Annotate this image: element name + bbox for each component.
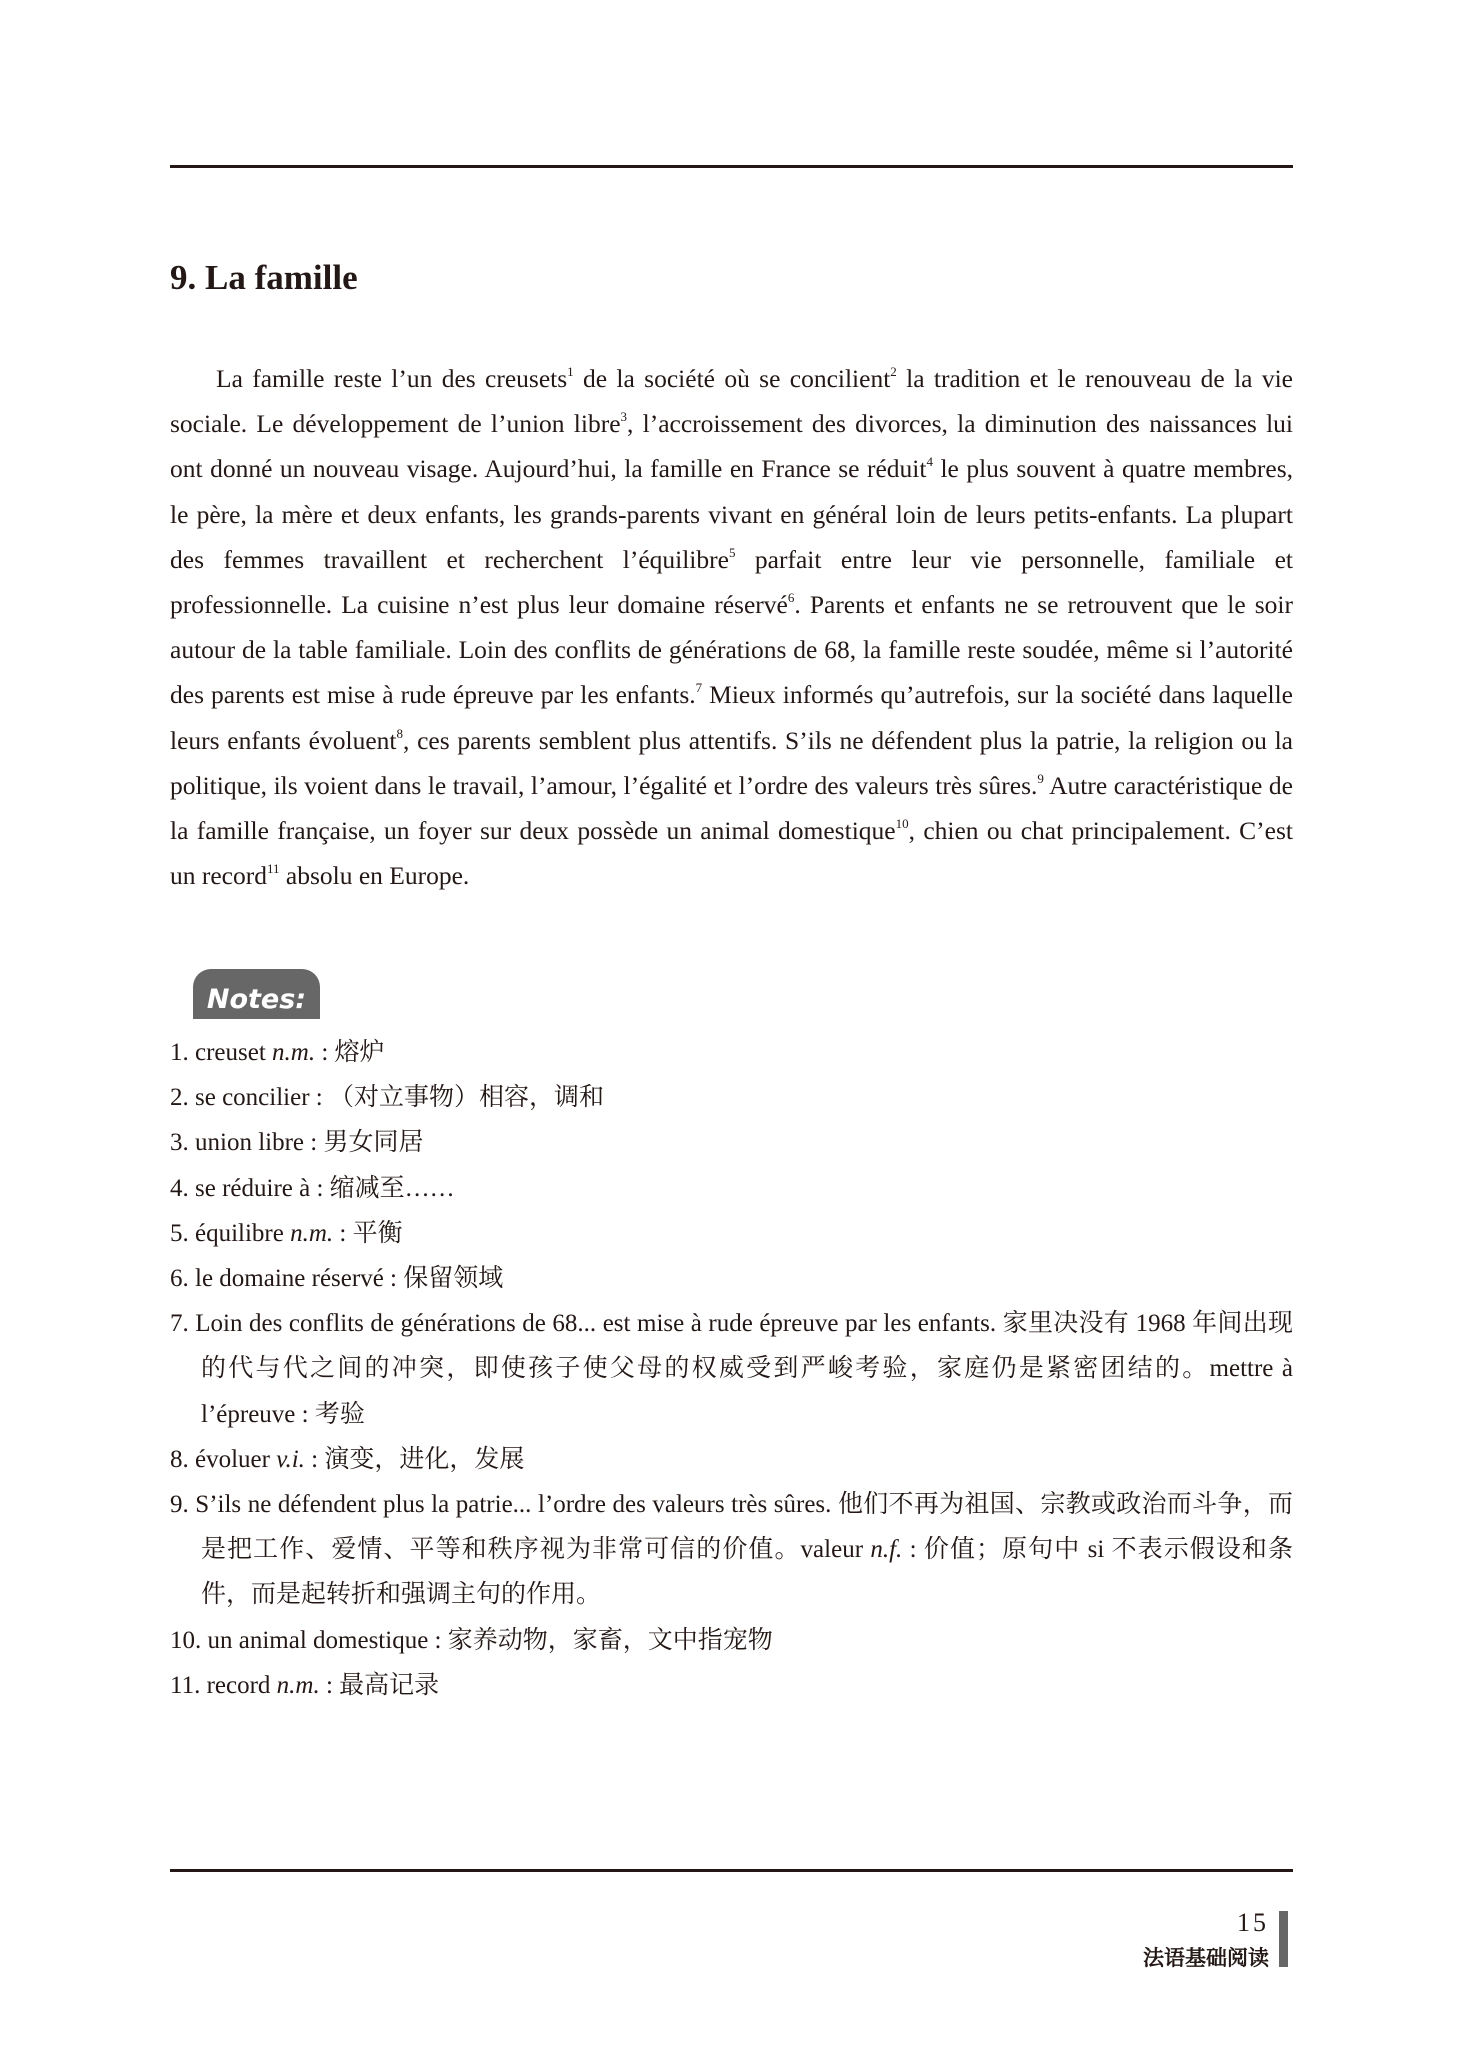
paragraph-text: La famille reste l’un des creusets <box>216 364 568 393</box>
note-text: 5. équilibre <box>170 1219 291 1247</box>
note-item <box>170 1166 1293 1211</box>
notes-label: Notes: <box>193 969 320 1019</box>
note-item <box>170 1618 1293 1663</box>
footnote-marker: 5 <box>728 544 736 560</box>
paragraph-text: , ces parents semblent plus attentifs. S’ils ne défendent plus la patrie, la religion ou la politique, ils voient dans le travail, l’amour, l’égalité et l’ordre des valeurs très sûres. <box>170 725 1293 800</box>
note-text: : 价值；原句中 si 不表示假设和条件，而是起转折和强调主句的作用。 <box>201 1536 1294 1609</box>
note-item <box>170 1120 1293 1165</box>
paragraph-text: absolu en Europe. <box>279 861 470 891</box>
footer-accent-bar <box>1279 1911 1288 1967</box>
footnote-marker: 6 <box>787 590 795 606</box>
note-text: 3. union libre : 男女同居 <box>170 1129 424 1157</box>
book-title: 法语基础阅读 <box>1143 1946 1269 1970</box>
note-pos: n.m. <box>276 1671 320 1699</box>
note-text: : 演变，进化，发展 <box>304 1445 525 1473</box>
paragraph-text: , l’accroissement des divorces, la diminution des naissances lui ont donné un nouveau visage. Aujourd’hui, la famille en France se réduit <box>170 409 1293 484</box>
paragraph-text: . Parents et enfants ne se retrouvent que le soir autour de la table familiale. Loin des conflits de générations de 68, la famille reste soudée, même si l’autorité des parents est mise à rude épreuve par les enfants. <box>170 590 1293 710</box>
note-text: 1. creuset <box>170 1039 273 1066</box>
footnote-marker: 9 <box>1037 770 1044 786</box>
footnote-marker: 3 <box>620 409 628 425</box>
footnote-marker: 10 <box>895 816 909 832</box>
note-text: 2. se concilier : （对立事物）相容，调和 <box>170 1084 604 1112</box>
header-rule <box>170 165 1293 168</box>
section-title: 9. La famille <box>170 258 358 297</box>
note-item <box>170 1482 1293 1618</box>
note-item <box>170 1256 1293 1301</box>
paragraph-text: de la société où se concilient <box>573 364 891 393</box>
note-item <box>170 1437 1293 1482</box>
note-text: : 最高记录 <box>319 1671 440 1699</box>
note-pos: n.m. <box>272 1039 316 1066</box>
paragraph-text: Autre caractéristique de la famille française, un foyer sur deux possède un animal domestique <box>170 770 1293 846</box>
note-item <box>170 1301 1293 1437</box>
notes-list <box>170 1030 1293 1708</box>
footnote-marker: 2 <box>890 364 897 379</box>
note-pos: v.i. <box>276 1445 305 1473</box>
note-text: : 熔炉 <box>315 1039 385 1066</box>
body-paragraph <box>170 356 1293 898</box>
footer-rule <box>170 1869 1293 1872</box>
footnote-marker: 8 <box>396 725 403 741</box>
footnote-marker: 4 <box>926 454 933 470</box>
note-text: 7. Loin des conflits de générations de 68... est mise à rude épreuve par les enfants. 家里决没有 1968 年间出现的代与代之间的冲突，即使孩子使父母的权威受到严峻考验，家庭仍是紧密团结的。mettre à l’épreuve : 考验 <box>170 1310 1293 1428</box>
note-item <box>170 1075 1293 1120</box>
note-item <box>170 1211 1293 1256</box>
footnote-marker: 11 <box>267 861 280 877</box>
paragraph-text: le plus souvent à quatre membres, le père, la mère et deux enfants, les grands-parents vivant en général loin de leurs petits-enfants. La plupart des femmes travaillent et recherchent l’équilibre <box>170 454 1293 574</box>
footnote-marker: 7 <box>695 680 703 696</box>
page-number: 15 <box>1237 1908 1269 1937</box>
paragraph-text: , chien ou chat principalement. C’est un record <box>170 816 1293 891</box>
note-text: 10. un animal domestique : 家养动物，家畜，文中指宠物 <box>170 1626 773 1654</box>
footnote-marker: 1 <box>567 364 574 379</box>
note-text: 11. record <box>170 1671 277 1699</box>
paragraph-text: parfait entre leur vie personnelle, familiale et professionnelle. La cuisine n’est plus leur domaine réservé <box>170 544 1293 620</box>
paragraph-text: la tradition et le renouveau de la vie sociale. Le développement de l’union libre <box>170 364 1293 439</box>
note-pos: n.m. <box>290 1219 334 1247</box>
note-text: 9. S’ils ne défendent plus la patrie... l’ordre des valeurs très sûres. 他们不再为祖国、宗教或政治而斗争，而是把工作、爱情、平等和秩序视为非常可信的价值。valeur <box>170 1491 1293 1564</box>
note-pos: n.f. <box>870 1536 903 1564</box>
note-item <box>170 1030 1293 1075</box>
note-text: 6. le domaine réservé : 保留领域 <box>170 1265 504 1293</box>
note-text: 8. évoluer <box>170 1445 277 1473</box>
note-text: 4. se réduire à : 缩减至…… <box>170 1174 455 1202</box>
note-text: : 平衡 <box>333 1219 403 1247</box>
note-item <box>170 1663 1293 1708</box>
paragraph-text: Mieux informés qu’autrefois, sur la société dans laquelle leurs enfants évoluent <box>170 680 1293 755</box>
